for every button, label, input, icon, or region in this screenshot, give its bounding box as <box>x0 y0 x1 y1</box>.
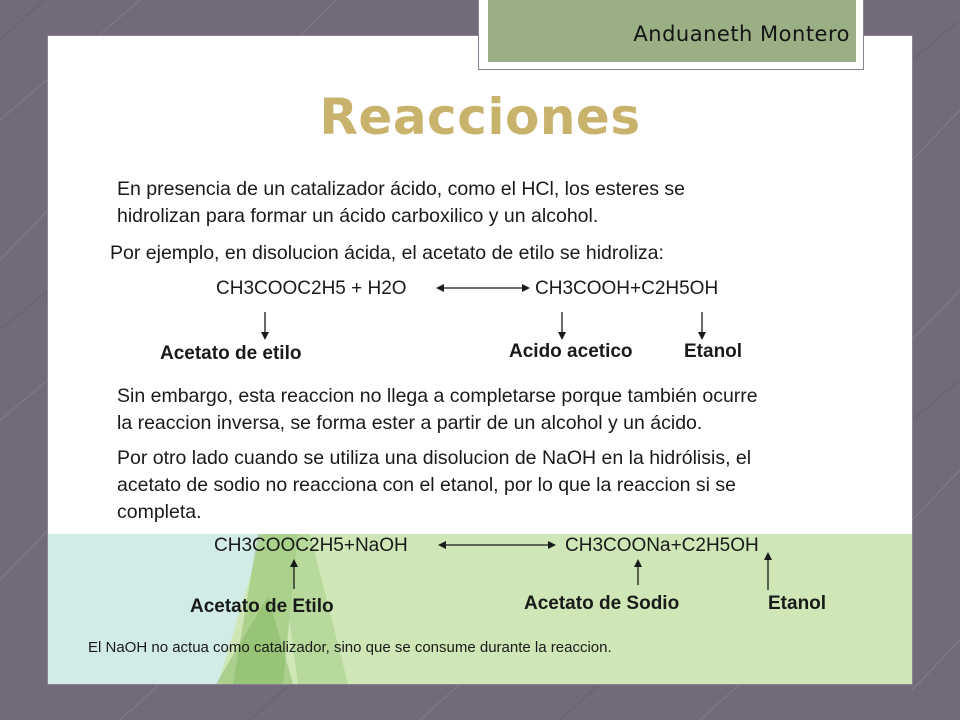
reaction-2-salt-label: Acetato de Sodio <box>524 593 680 614</box>
reaction-1-acid-label: Acido acetico <box>509 341 633 362</box>
reaction-1-ester-label: Acetato de etilo <box>160 343 302 364</box>
reaction-1-alcohol-arrow <box>696 312 708 340</box>
author-name: Anduaneth Montero <box>633 22 850 46</box>
paragraph-4-line-1: Por otro lado cuando se utiliza una disolucion de NaOH en la hidrólisis, el <box>117 447 752 469</box>
reaction-1-products: CH3COOH+C2H5OH <box>535 278 719 299</box>
paragraph-4-line-3: completa. <box>117 501 202 523</box>
reaction-1-ester-arrow <box>259 312 271 340</box>
reaction-2-alcohol-arrow <box>762 552 774 590</box>
footnote: El NaOH no actua como catalizador, sino que se consume durante la reaccion. <box>88 639 612 656</box>
paragraph-2: Por ejemplo, en disolucion ácida, el acetato de etilo se hidroliza: <box>110 242 664 264</box>
paragraph-1-line-1: En presencia de un catalizador ácido, como el HCl, los esteres se <box>117 178 685 200</box>
slide-title: Reacciones <box>319 88 641 146</box>
paragraph-4-line-2: acetato de sodio no reacciona con el etanol, por lo que la reaccion si se <box>117 474 736 496</box>
reaction-1-double-arrow <box>436 281 530 295</box>
paragraph-1-line-2: hidrolizan para formar un ácido carboxilico y un alcohol. <box>117 205 599 227</box>
reaction-1-reactants: CH3COOC2H5 + H2O <box>216 278 407 299</box>
reaction-2-double-arrow <box>438 538 556 552</box>
paragraph-3-line-2: la reaccion inversa, se forma ester a partir de un alcohol y un ácido. <box>117 412 703 434</box>
reaction-1-acid-arrow <box>556 312 568 340</box>
paragraph-3-line-1: Sin embargo, esta reaccion no llega a completarse porque también ocurre <box>117 385 758 407</box>
reaction-2-salt-arrow <box>632 559 644 585</box>
reaction-2-products: CH3COONa+C2H5OH <box>565 535 759 556</box>
reaction-2-reactants: CH3COOC2H5+NaOH <box>214 535 408 556</box>
reaction-2-ester-label: Acetato de Etilo <box>190 596 334 617</box>
author-tab <box>488 0 856 62</box>
reaction-2-ester-arrow <box>288 559 300 589</box>
reaction-1-alcohol-label: Etanol <box>684 341 743 362</box>
reaction-2-alcohol-label: Etanol <box>768 593 827 614</box>
